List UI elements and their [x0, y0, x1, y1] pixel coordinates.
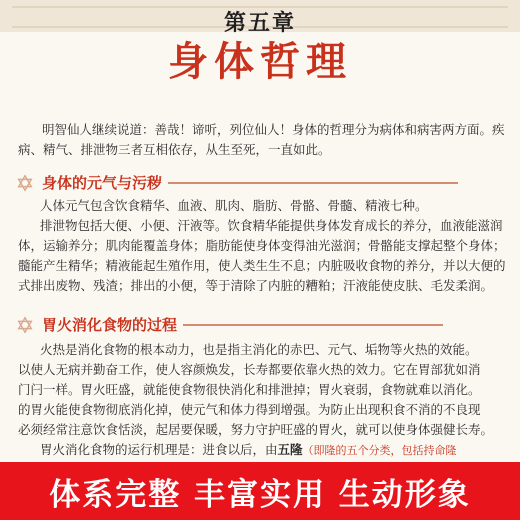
- star-of-david-icon: [16, 174, 34, 192]
- section2-line-6-note: （即隆的五个分类，包括持命隆: [302, 444, 457, 457]
- section1-line-1: 人体元气包含饮食精华、血液、肌肉、脂肪、骨骼、骨髓、精液七种。: [40, 198, 428, 213]
- section2-line-4: 的胃火能使食物彻底消化掉，使元气和体力得到增强。为防止出现积食不消的不良现: [18, 402, 481, 417]
- section1-line-4: 髓能产生精华；精液能起生殖作用，使人类生生不息；内脏吸收食物的养分，并以大便的: [18, 258, 506, 273]
- section-title-1: 身体的元气与污秽: [42, 174, 163, 192]
- intro-line-1: 明智仙人继续说道：善哉！谛听，列位仙人！身体的哲理分为病体和病害两方面。疾: [42, 122, 505, 137]
- section2-line-2: 以使人无病并勤奋工作，使人容颜焕发，长寿都要依靠火热的效力。它在胃部犹如消: [18, 362, 481, 377]
- section-heading-2: [16, 314, 443, 335]
- star-of-david-icon: [16, 316, 34, 334]
- section1-line-2: 排泄物包括大便、小便、汗液等。饮食精华能提供身体发育成长的养分，血液能滋润: [40, 218, 503, 233]
- section2-line-5: 必须经常注意饮食恬淡，起居要保暖，努力守护旺盛的胃火，就可以使身体强健长寿。: [18, 422, 494, 437]
- section-title-2: 胃火消化食物的过程: [42, 316, 178, 334]
- section1-line-3: 体，运输养分；肌肉能覆盖身体；脂肪能使身体变得油光滋润；骨骼能支撑起整个身体；: [18, 238, 506, 253]
- promo-banner-text: 体系完整 丰富实用 生动形象: [49, 476, 471, 513]
- chapter-title: 身体哲理: [168, 39, 352, 85]
- section-divider-2: [183, 324, 443, 326]
- section-divider-1: [168, 182, 458, 184]
- section2-line-1: 火热是消化食物的根本动力，也是指主消化的赤巴、元气、垢物等火热的效能。: [40, 342, 478, 357]
- section2-line-6: [40, 440, 457, 461]
- section-heading-1: [16, 172, 458, 193]
- section2-line-6-prefix: 胃火消化食物的运行机理是：进食以后，由: [40, 442, 278, 457]
- section2-line-6-bold: 五隆: [277, 442, 303, 457]
- chapter-number: 第五章: [223, 11, 296, 36]
- intro-line-2: 病、精气、排泄物三者互相依存，从生至死，一直如此。: [18, 142, 331, 157]
- promo-banner: [0, 462, 520, 520]
- section1-line-5: 式排出废物、残渣；排出的小便，等于清除了内脏的糟粕；汗液能使皮肤、毛发柔润。: [18, 278, 494, 293]
- section2-line-3: 门闩一样。胃火旺盛，就能使食物很快消化和排泄掉；胃火衰弱，食物就难以消化。: [18, 382, 481, 397]
